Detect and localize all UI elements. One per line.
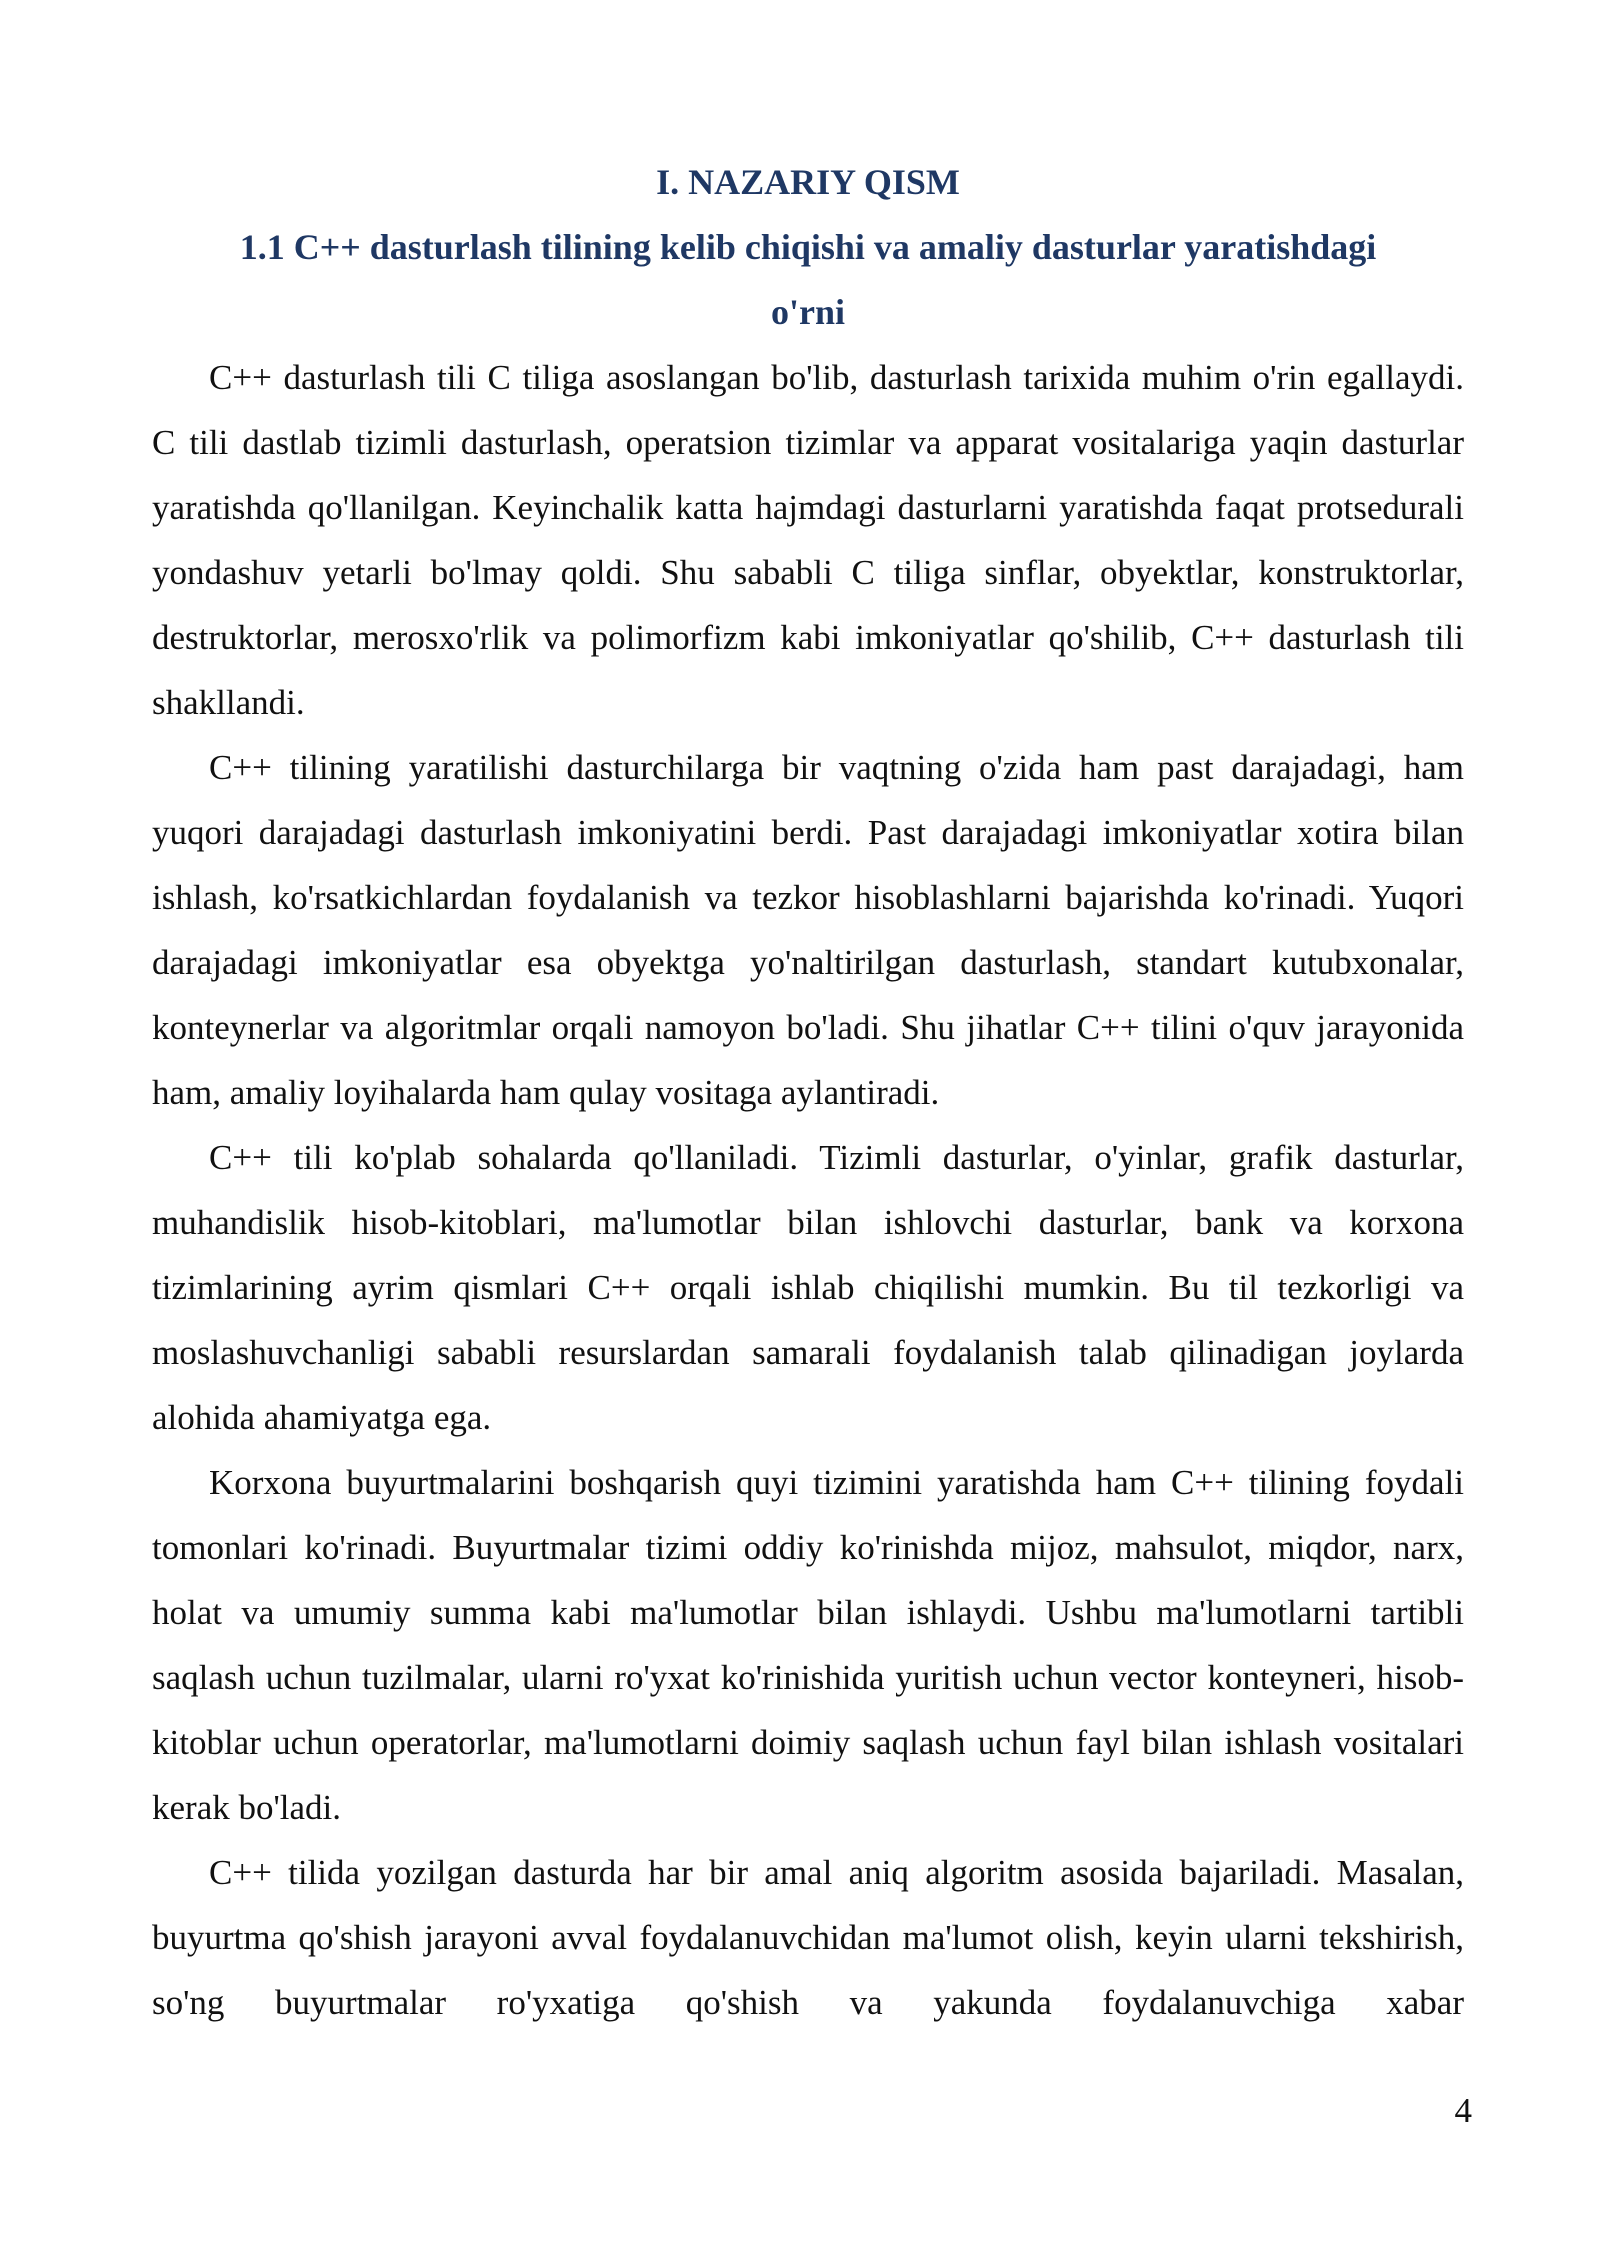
paragraph-1: C++ dasturlash tili C tiliga asoslangan bo'lib, dasturlash tarixida muhim o'rin egallaydi. C tili dastlab tizimli dasturlash, operatsion tizimlar va apparat vositalariga yaqin dasturlar yaratishda qo'llanilgan. Keyinchalik katta hajmdagi dasturlarni yaratishda faqat protsedurali yondashuv yetarli bo'lmay qoldi. Shu sababli C tiliga sinflar, obyektlar, konstruktorlar, destruktorlar, merosxo'rlik va polimorfizm kabi imkoniyatlar qo'shilib, C++ dasturlash tili shakllandi. <box>152 358 1464 722</box>
paragraph-3: C++ tili ko'plab sohalarda qo'llaniladi. Tizimli dasturlar, o'yinlar, grafik dasturlar, muhandislik hisob-kitoblari, ma'lumotlar bilan ishlovchi dasturlar, bank va korxona tizimlarining ayrim qismlari C++ orqali ishlab chiqilishi mumkin. Bu til tezkorligi va moslashuvchanligi sababli resurslardan samarali foydalanish talab qilinadigan joylarda alohida ahamiyatga ega. <box>152 1138 1464 1437</box>
paragraph-5: C++ tilida yozilgan dasturda har bir amal aniq algoritm asosida bajariladi. Masalan, buyurtma qo'shish jarayoni avval foydalanuvchidan ma'lumot olish, keyin ularni tekshirish, so'ng buyurtmalar ro'yxatiga qo'shish va yakunda foydalanuvchiga xabar <box>152 1853 1464 2022</box>
paragraph-2: C++ tilining yaratilishi dasturchilarga bir vaqtning o'zida ham past darajadagi, ham yuqori darajadagi dasturlash imkoniyatini berdi. Past darajadagi imkoniyatlar xotira bilan ishlash, ko'rsatkichlardan foydalanish va tezkor hisoblashlarni bajarishda ko'rinadi. Yuqori darajadagi imkoniyatlar esa obyektga yo'naltirilgan dasturlash, standart kutubxonalar, konteynerlar va algoritmlar orqali namoyon bo'ladi. Shu jihatlar C++ tilini o'quv jarayonida ham, amaliy loyihalarda ham qulay vositaga aylantiradi. <box>152 748 1464 1112</box>
page-content <box>152 150 1464 2035</box>
section-heading: I. NAZARIY QISM <box>656 162 960 202</box>
paragraph-4: Korxona buyurtmalarini boshqarish quyi tizimini yaratishda ham C++ tilining foydali tomonlari ko'rinadi. Buyurtmalar tizimi oddiy ko'rinishda mijoz, mahsulot, miqdor, narx, holat va umumiy summa kabi ma'lumotlar bilan ishlaydi. Ushbu ma'lumotlarni tartibli saqlash uchun tuzilmalar, ularni ro'yxat ko'rinishida yuritish uchun vector konteyneri, hisob-kitoblar uchun operatorlar, ma'lumotlarni doimiy saqlash uchun fayl bilan ishlash vositalari kerak bo'ladi. <box>152 1463 1464 1827</box>
section-subheading: 1.1 C++ dasturlash tilining kelib chiqishi va amaliy dasturlar yaratishdagi o'rni <box>239 227 1377 332</box>
page-number: 4 <box>1454 2091 1472 2130</box>
